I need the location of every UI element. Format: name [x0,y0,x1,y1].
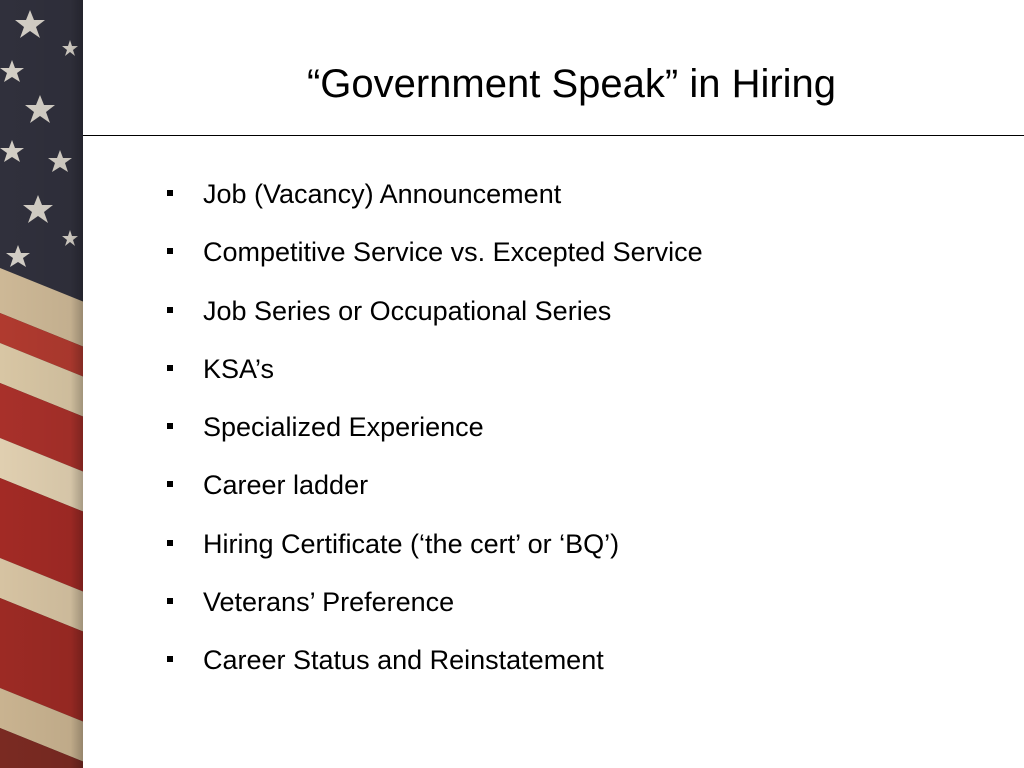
bullet-text: Specialized Experience [203,412,484,443]
bullet-text: Career Status and Reinstatement [203,645,604,676]
bullet-square-icon [167,248,173,254]
bullet-text: Job Series or Occupational Series [203,295,612,326]
bullet-square-icon [167,190,173,196]
flag-image [0,0,83,768]
bullet-square-icon [167,656,173,662]
bullet-text: Career ladder [203,470,369,501]
bullet-square-icon [167,540,173,546]
bullet-text: Job (Vacancy) Announcement [203,179,562,209]
bullet-square-icon [167,307,173,313]
bullet-square-icon [167,423,173,429]
bullet-text: KSA’s [203,353,275,384]
bullet-text: Hiring Certificate (‘the cert’ or ‘BQ’) [203,528,620,559]
bullet-square-icon [167,365,173,371]
bullet-square-icon [167,598,173,604]
bullet-text: Veterans’ Preference [203,587,455,618]
bullet-text: Competitive Service vs. Excepted Service [203,237,703,268]
bullet-square-icon [167,481,173,487]
title-divider [83,135,1024,136]
slide-title: “Government Speak” in Hiring [306,62,837,106]
